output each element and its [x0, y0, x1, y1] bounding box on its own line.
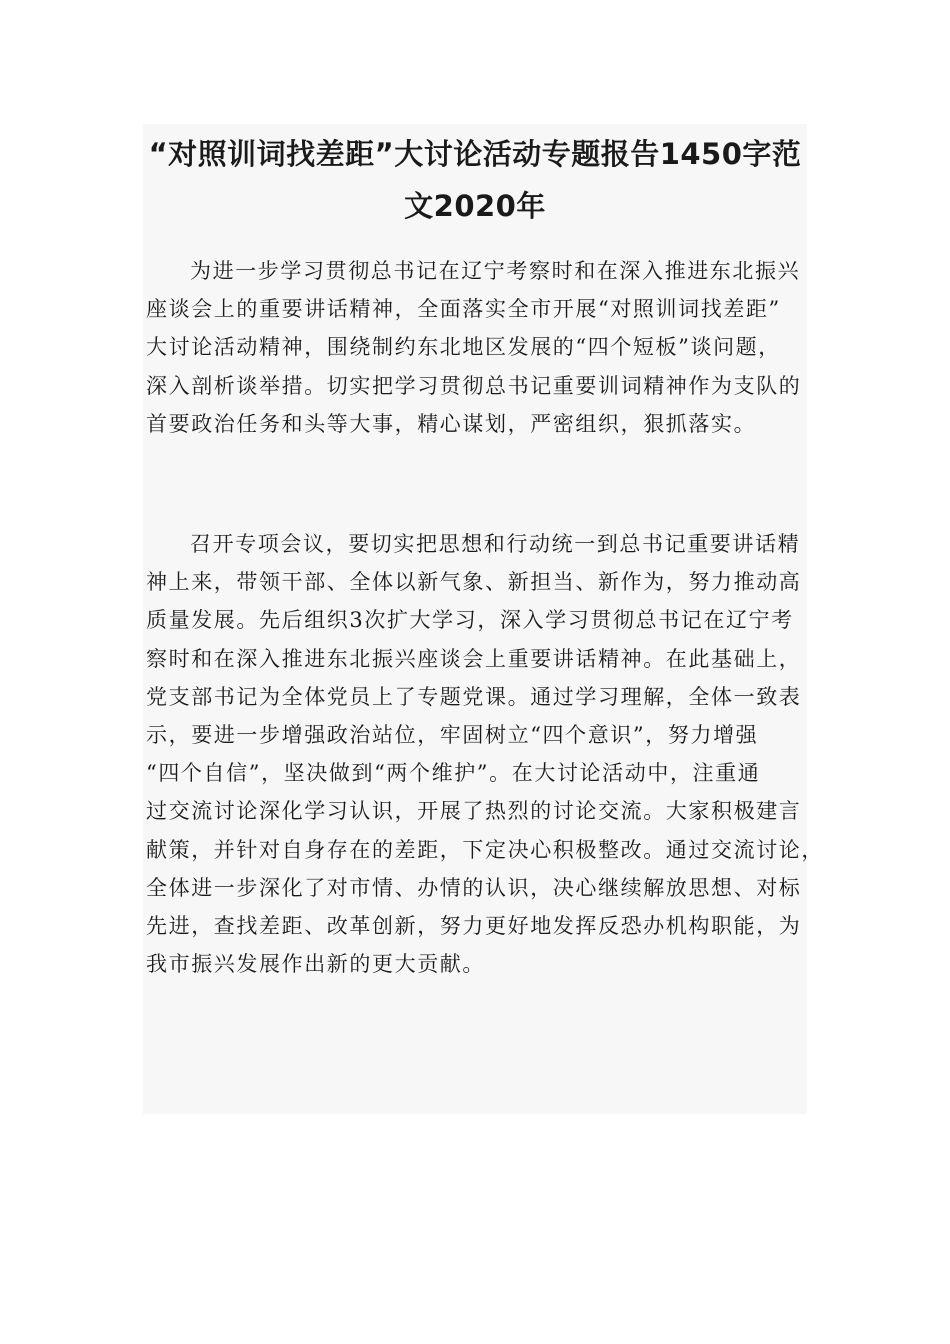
paragraph-line: 质量发展。先后组织3次扩大学习，深入学习贯彻总书记在辽宁考: [146, 608, 794, 633]
paragraph-line: 示，要进一步增强政治站位，牢固树立“四个意识”，努力增强: [146, 722, 759, 747]
paragraph-line: 首要政治任务和头等大事，精心谋划，严密组织，狠抓落实。: [146, 411, 757, 436]
paragraph-line: “四个自信”，坚决做到“两个维护”。在大讨论活动中，注重通: [146, 761, 761, 786]
paragraph-line: 为进一步学习贯彻总书记在辽宁考察时和在深入推进东北振兴: [190, 259, 801, 283]
paragraph-line: 大讨论活动精神，围绕制约东北地区发展的“四个短板”谈问题，: [146, 335, 781, 360]
paragraph-line: 献策，并针对自身存在的差距，下定决心积极整改。通过交流讨论，: [146, 837, 824, 862]
paragraph-line: 深入剖析谈举措。切实把学习贯彻总书记重要训词精神作为支队的: [146, 373, 802, 398]
paragraph-line: 察时和在深入推进东北振兴座谈会上重要讲话精神。在此基础上，: [146, 646, 802, 671]
paragraph-line: 神上来，带领干部、全体以新气象、新担当、新作为，努力推动高: [146, 570, 802, 595]
paragraph-2: [146, 525, 824, 983]
paragraph-line: 过交流讨论深化学习认识，开展了热烈的讨论交流。大家积极建言: [146, 799, 802, 824]
paragraph-line: 我市振兴发展作出新的更大贡献。: [146, 952, 485, 977]
paragraph-line: 召开专项会议，要切实把思想和行动统一到总书记重要讲话精: [190, 532, 801, 556]
paragraph-line: 党支部书记为全体党员上了专题党课。通过学习理解，全体一致表: [146, 684, 802, 709]
title-line-2: 文2020年: [404, 189, 546, 223]
document-title: [143, 128, 807, 232]
paragraph-line: 先进，查找差距、改革创新，努力更好地发挥反恐办机构职能，为: [146, 913, 802, 938]
paragraph-1: [146, 252, 816, 443]
paragraph-line: 座谈会上的重要讲话精神，全面落实全市开展“对照训词找差距”: [146, 297, 781, 322]
title-line-1: “对照训词找差距”大讨论活动专题报告1450字范: [148, 137, 802, 171]
paragraph-line: 全体进一步深化了对市情、办情的认识，决心继续解放思想、对标: [146, 875, 802, 900]
